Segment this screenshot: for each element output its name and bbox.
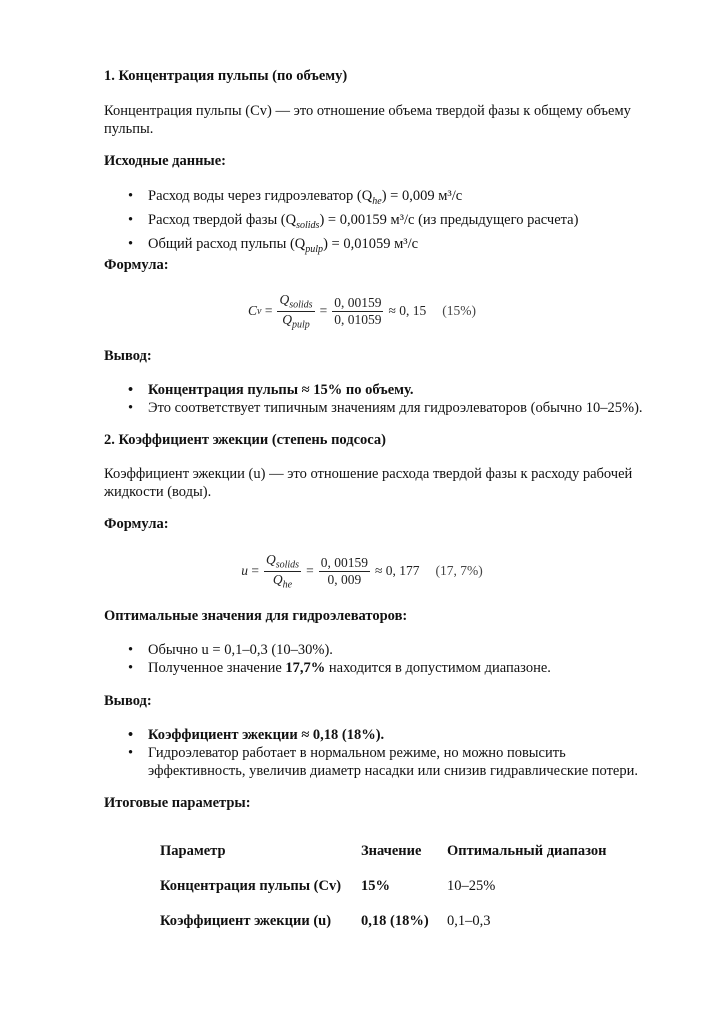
header-cell: Параметр <box>160 843 226 859</box>
cell: 0,18 (18%) <box>361 913 429 929</box>
cell: Концентрация пульпы (Cv) <box>160 878 342 894</box>
formula-lhs: u <box>241 563 248 578</box>
list-item: • Гидроэлеватор работает в нормальном режиме, но можно повысить эффективность, увеличив диаметр насадки или снизив гидравлические потери. <box>104 744 664 780</box>
list-item <box>104 659 664 677</box>
list-item <box>104 187 664 211</box>
num: 0, 00159 <box>320 554 368 570</box>
result: ≈ 0, 15 <box>388 303 427 318</box>
text: находится в допустимом диапазоне. <box>325 660 551 676</box>
text: Расход воды через гидроэлеватор (Q <box>148 188 373 204</box>
num: Q <box>279 291 290 307</box>
subscript: he <box>372 195 382 207</box>
value: 17,7% <box>285 660 326 676</box>
list-item <box>104 235 664 259</box>
formula-label: Формула: <box>104 516 169 532</box>
text: ) = 0,01059 м³/с <box>323 235 419 252</box>
fraction <box>277 292 314 330</box>
list-item <box>104 211 664 235</box>
formula-u: u = $\frac{Q_{solids}}{Q_{he}}$ = $\frac{0, 00159}{0, 009}$ ≈ 0, 177 (17, 7%) <box>241 551 483 591</box>
percent: (15%) <box>442 303 476 318</box>
text: ) = 0,009 м³/с <box>381 188 463 204</box>
header-cell: Оптимальный диапазон <box>447 843 607 859</box>
formula-label: Формула: <box>104 257 169 273</box>
subscript: solids <box>289 299 313 311</box>
formula-lhs: C <box>248 303 258 318</box>
list-item: • Коэффициент эжекции ≈ 0,18 (18%). <box>104 726 664 744</box>
cell: Коэффициент эжекции (u) <box>160 913 332 929</box>
header-cell: Значение <box>361 843 422 859</box>
formula-cv: C v = $\frac{Q_{solids}}{Q_{pulp}}$ = $\frac{0, 00159}{0, 01059}$ ≈ 0, 15 (15%) <box>248 291 476 331</box>
den: Q <box>272 571 283 587</box>
cell: 10–25% <box>447 878 496 894</box>
result: ≈ 0, 177 <box>374 563 420 578</box>
summary-table <box>152 834 614 939</box>
text: Расход твердой фазы (Q <box>148 211 297 228</box>
subscript: solids <box>296 219 320 231</box>
subscript: solids <box>275 559 300 571</box>
section-2-intro: Коэффициент эжекции (u) — это отношение расхода твердой фазы к расходу рабочей жидкости (воды). <box>104 466 633 500</box>
num: 0, 00159 <box>334 294 382 310</box>
subscript: pulp <box>305 243 324 255</box>
conclusion-label: Вывод: <box>104 348 152 364</box>
cell: 0,1–0,3 <box>447 913 491 929</box>
num: Q <box>265 551 276 567</box>
text: ) = 0,00159 м³/с (из предыдущего расчета) <box>319 211 579 228</box>
cell: 15% <box>361 878 390 894</box>
subscript: pulp <box>292 319 310 331</box>
optimal-list <box>104 641 664 677</box>
table-row <box>152 904 614 939</box>
fraction <box>332 295 383 328</box>
text: Общий расход пульпы (Q <box>148 235 306 252</box>
list-item: • Обычно u = 0,1–0,3 (10–30%). <box>104 641 664 659</box>
table-row <box>152 869 614 904</box>
table-header <box>152 834 614 869</box>
summary-title: Итоговые параметры: <box>104 795 251 811</box>
conclusion-label: Вывод: <box>104 693 152 709</box>
fraction <box>264 552 301 590</box>
subscript: v <box>257 305 262 317</box>
den: Q <box>282 311 292 327</box>
optimal-label: Оптимальные значения для гидроэлеваторов: <box>104 608 408 624</box>
list-item: • Концентрация пульпы ≈ 15% по объему. <box>104 381 664 399</box>
section-1-intro: Концентрация пульпы (Cv) — это отношение объема твердой фазы к общему объему пульпы. <box>104 103 631 137</box>
conclusion-list <box>104 381 664 417</box>
fraction <box>319 555 370 588</box>
den: 0, 009 <box>327 571 362 587</box>
given-label: Исходные данные: <box>104 153 227 169</box>
percent: (17, 7%) <box>435 563 483 578</box>
section-2-title: 2. Коэффициент эжекции (степень подсоса) <box>104 432 386 448</box>
subscript: he <box>282 579 293 591</box>
list-item: • Это соответствует типичным значениям для гидроэлеваторов (обычно 10–25%). <box>104 399 664 417</box>
conclusion-list <box>104 726 664 780</box>
given-list <box>104 187 664 259</box>
den: 0, 01059 <box>334 311 382 327</box>
section-1-title: 1. Концентрация пульпы (по объему) <box>104 68 348 84</box>
text: Полученное значение <box>148 660 286 676</box>
